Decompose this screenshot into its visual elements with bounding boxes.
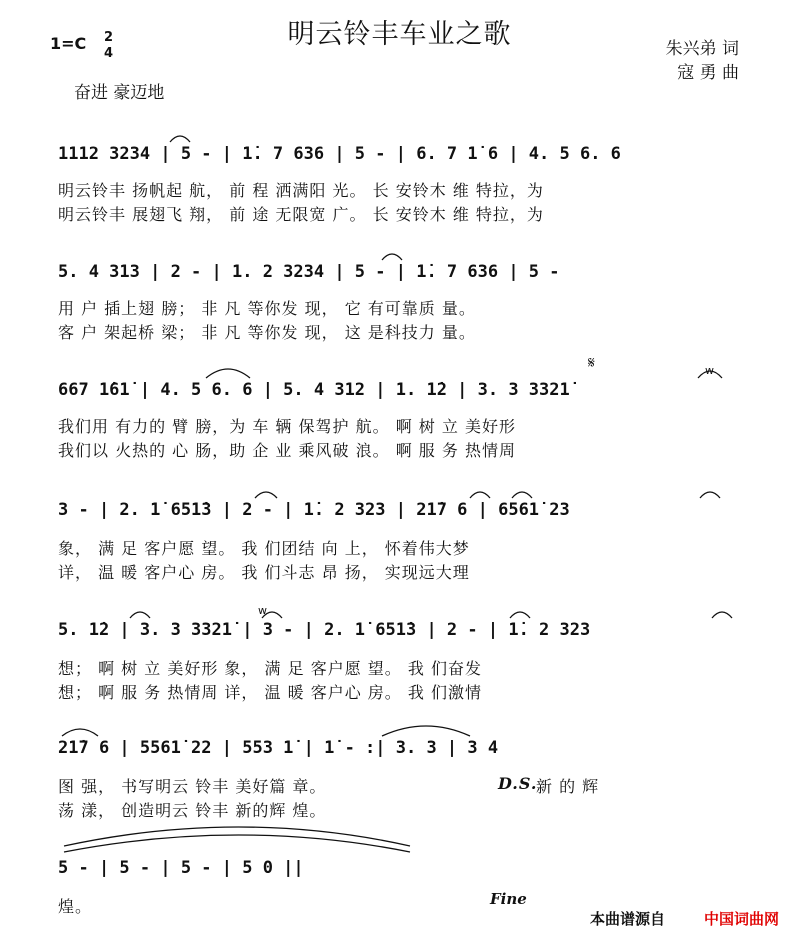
lyrics-system-5-verse-1: 想； 啊 树 立 美好形 象， 满 足 客户愿 望。 我 们奋发 bbox=[58, 659, 482, 678]
source-site-link[interactable]: 中国词曲网 bbox=[704, 910, 780, 928]
lyrics-system-1-verse-1: 明云铃丰 扬帆起 航， 前 程 洒满阳 光。 长 安铃木 维 特拉，为 bbox=[58, 181, 544, 200]
lyrics-system-2-verse-2: 客 户 架起桥 梁； 非 凡 等你发 现， 这 是科技力 量。 bbox=[58, 323, 476, 342]
lyrics-system-7: 煌。 bbox=[58, 897, 93, 916]
lyrics-system-3-verse-1: 我们用 有力的 臂 膀，为 车 辆 保驾护 航。 啊 树 立 美好形 bbox=[58, 417, 516, 436]
meter-top: 2 bbox=[104, 30, 114, 45]
notes-system-6: 21̇7 6 | 5561̇ 22 | 553 1̇ | 1̇ - :| 3. 3 | 3 4 bbox=[58, 738, 499, 758]
meter-bottom: 4 bbox=[104, 46, 114, 61]
notes-system-5: 5. 1̇2 | 3. 3 3321̇ | 3 - | 2. 1̇ 651̇3 | 2 - | 1̇. 2 323 bbox=[58, 620, 591, 640]
source-label: 本曲谱源自 bbox=[590, 910, 666, 928]
composer-credit: 寇 勇 曲 bbox=[677, 63, 739, 83]
svg-text:𝄋: 𝄋 bbox=[588, 353, 595, 372]
notes-system-1: 1112 3234 | 5 - | 1̇. 7 636 | 5 - | 6. 7 1̇ 6 | 4. 5 6. 6 bbox=[58, 144, 621, 164]
lyrics-system-6-verse-1: 图 强， 书写明云 铃丰 美好篇 章。 bbox=[58, 777, 327, 796]
lyrics-system-2-verse-1: 用 户 插上翅 膀； 非 凡 等你发 现， 它 有可靠质 量。 bbox=[58, 299, 476, 318]
lyrics-system-5-verse-2: 想； 啊 服 务 热情周 详， 温 暖 客户心 房。 我 们激情 bbox=[58, 683, 482, 702]
lyrics-system-1-verse-2: 明云铃丰 展翅飞 翔， 前 途 无限宽 广。 长 安铃木 维 特拉，为 bbox=[58, 205, 544, 224]
tempo-marking: 奋进 豪迈地 bbox=[74, 83, 165, 103]
fine-marking: Fine bbox=[490, 890, 527, 908]
notes-system-4: 3 - | 2. 1̇ 651̇3 | 2 - | 1̇. 2 323 | 21̇7 6 | 6561̇ 23 bbox=[58, 500, 570, 520]
lyricist-credit: 朱兴弟 词 bbox=[665, 39, 739, 59]
svg-text:w: w bbox=[258, 604, 267, 617]
page-title: 明云铃丰车业之歌 bbox=[287, 19, 512, 50]
lyrics-system-4-verse-1: 象， 满 足 客户愿 望。 我 们团结 向 上， 怀着伟大梦 bbox=[58, 539, 470, 558]
lyrics-system-6-verse-2: 荡 漾， 创造明云 铃丰 新的辉 煌。 bbox=[58, 801, 327, 820]
lyrics-system-3-verse-2: 我们以 火热的 心 肠，助 企 业 乘风破 浪。 啊 服 务 热情周 bbox=[58, 441, 516, 460]
lyrics-system-4-verse-2: 详， 温 暖 客户心 房。 我 们斗志 昂 扬， 实现远大理 bbox=[58, 563, 470, 582]
ds-lyrics: 新 的 辉 bbox=[536, 777, 600, 796]
notes-system-2: 5. 4 313 | 2 - | 1. 2 3234 | 5 - | 1̇. 7 636 | 5 - bbox=[58, 262, 560, 282]
svg-text:w: w bbox=[705, 364, 714, 377]
key-signature: 1=C bbox=[50, 34, 87, 53]
notes-system-7: 5 - | 5 - | 5 - | 5 0 || bbox=[58, 858, 304, 878]
ds-marking: D.S. bbox=[498, 774, 538, 793]
notes-system-3: 667 1̇61̇ | 4. 5 6. 6 | 5. 4 312 | 1. 1̇2 | 3. 3 3321̇ bbox=[58, 380, 570, 400]
